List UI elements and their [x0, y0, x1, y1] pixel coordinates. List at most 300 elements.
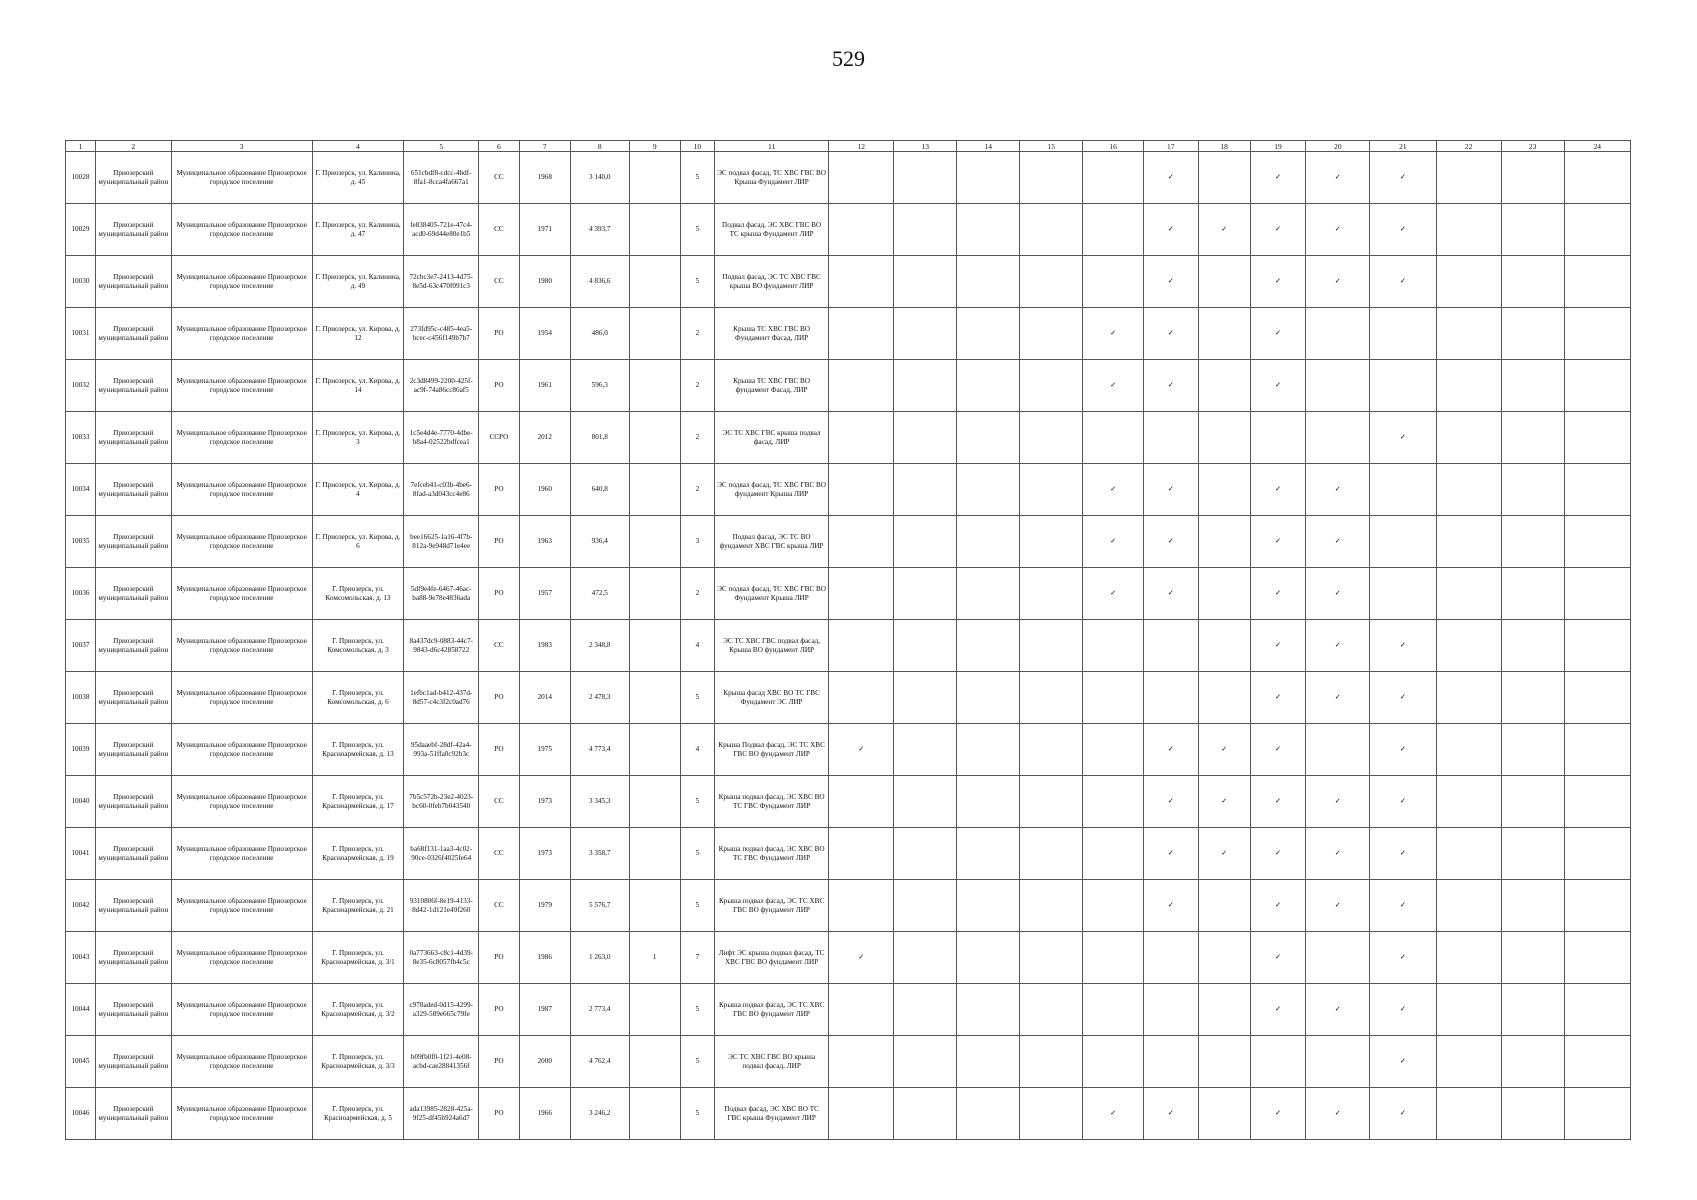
check-mark-icon: ✓: [1306, 1088, 1370, 1140]
housing-registry-table: [65, 140, 1631, 1140]
year-cell: 1961: [519, 360, 570, 412]
empty-cell: [1370, 360, 1436, 412]
wall-material-cell: СС: [479, 152, 520, 204]
year-cell: 2000: [519, 1036, 570, 1088]
check-mark-icon: ✓: [1306, 984, 1370, 1036]
wall-material-cell: СС: [479, 204, 520, 256]
municipality-cell: Муниципальное образование Приозерское городское поселение: [171, 412, 312, 464]
district-cell: Приозерский муниципальный район: [95, 568, 171, 620]
empty-cell: [1144, 932, 1198, 984]
empty-cell: [1198, 360, 1250, 412]
check-mark-icon: ✓: [1306, 256, 1370, 308]
check-mark-icon: ✓: [1144, 828, 1198, 880]
area-cell: 3 358,7: [570, 828, 629, 880]
municipality-cell: Муниципальное образование Приозерское городское поселение: [171, 724, 312, 776]
empty-cell: [829, 984, 894, 1036]
works-cell: Подвал фасад, ЭС ХВС ГВС ВО ТС крыша Фундамент ЛИР: [714, 204, 828, 256]
area-cell: 4 393,7: [570, 204, 629, 256]
check-mark-icon: ✓: [1250, 984, 1306, 1036]
column-number: 17: [1144, 141, 1198, 152]
floors-cell: 2: [680, 360, 714, 412]
check-mark-icon: ✓: [1144, 880, 1198, 932]
table-row: [66, 984, 1631, 1036]
empty-cell: [1564, 724, 1630, 776]
empty-cell: [1020, 880, 1083, 932]
page-number: 529: [832, 46, 865, 71]
works-cell: ЭС ТС ХВС ГВС ВО крыша подвал фасад, ЛИР: [714, 1036, 828, 1088]
empty-cell: [957, 1036, 1020, 1088]
check-mark-icon: ✓: [1250, 776, 1306, 828]
row-id: 10031: [66, 308, 96, 360]
empty-cell: [1083, 1036, 1144, 1088]
guid-cell: 7b5c572b-23e2-4023-bc60-0feb7b043540: [404, 776, 479, 828]
lift-count-cell: [629, 152, 680, 204]
table-row: [66, 204, 1631, 256]
works-cell: ЭС подвал фасад, ТС ХВС ГВС ВО Фундамент Крыша ЛИР: [714, 568, 828, 620]
guid-cell: ba68f131-1aa3-4c02-90ce-0326f4025fe64: [404, 828, 479, 880]
wall-material-cell: РО: [479, 464, 520, 516]
column-number: 5: [404, 141, 479, 152]
empty-cell: [1198, 620, 1250, 672]
floors-cell: 5: [680, 1088, 714, 1140]
guid-cell: 95daaebf-28df-42a4-993a-51ffa0c92b3c: [404, 724, 479, 776]
empty-cell: [957, 776, 1020, 828]
empty-cell: [1250, 412, 1306, 464]
floors-cell: 5: [680, 984, 714, 1036]
row-id: 10045: [66, 1036, 96, 1088]
empty-cell: [1198, 308, 1250, 360]
row-id: 10044: [66, 984, 96, 1036]
address-cell: Г. Приозерск, ул. Кирова, д. 4: [312, 464, 404, 516]
area-cell: 3 140,0: [570, 152, 629, 204]
column-number: 13: [894, 141, 957, 152]
check-mark-icon: ✓: [1306, 568, 1370, 620]
empty-cell: [1020, 412, 1083, 464]
guid-cell: 1efbc1ad-b412-437d-8d57-c4c3f2c0ad76: [404, 672, 479, 724]
column-number: 20: [1306, 141, 1370, 152]
check-mark-icon: ✓: [1250, 828, 1306, 880]
empty-cell: [1564, 1036, 1630, 1088]
lift-count-cell: [629, 256, 680, 308]
check-mark-icon: ✓: [1083, 308, 1144, 360]
floors-cell: 5: [680, 204, 714, 256]
check-mark-icon: ✓: [1370, 412, 1436, 464]
empty-cell: [894, 360, 957, 412]
check-mark-icon: ✓: [1198, 204, 1250, 256]
empty-cell: [894, 932, 957, 984]
area-cell: 486,0: [570, 308, 629, 360]
municipality-cell: Муниципальное образование Приозерское городское поселение: [171, 1088, 312, 1140]
lift-count-cell: [629, 308, 680, 360]
works-cell: Крыша фасад ХВС ВО ТС ГВС Фундамент ЭС ЛИР: [714, 672, 828, 724]
empty-cell: [1501, 204, 1564, 256]
year-cell: 2014: [519, 672, 570, 724]
empty-cell: [1501, 516, 1564, 568]
lift-count-cell: [629, 880, 680, 932]
year-cell: 1975: [519, 724, 570, 776]
year-cell: 1973: [519, 776, 570, 828]
guid-cell: bee16625-1a16-4f7b-812a-9e948d71e4ee: [404, 516, 479, 568]
empty-cell: [1564, 152, 1630, 204]
row-id: 10028: [66, 152, 96, 204]
wall-material-cell: РО: [479, 1036, 520, 1088]
row-id: 10032: [66, 360, 96, 412]
check-mark-icon: ✓: [1306, 152, 1370, 204]
row-id: 10039: [66, 724, 96, 776]
wall-material-cell: СС: [479, 256, 520, 308]
check-mark-icon: ✓: [1250, 620, 1306, 672]
address-cell: Г. Приозерск, ул. Красноармейская, д. 5: [312, 1088, 404, 1140]
year-cell: 1979: [519, 880, 570, 932]
empty-cell: [1144, 672, 1198, 724]
area-cell: 801,8: [570, 412, 629, 464]
empty-cell: [829, 308, 894, 360]
empty-cell: [894, 1036, 957, 1088]
lift-count-cell: [629, 412, 680, 464]
district-cell: Приозерский муниципальный район: [95, 984, 171, 1036]
empty-cell: [1436, 308, 1501, 360]
table-row: [66, 568, 1631, 620]
row-id: 10035: [66, 516, 96, 568]
empty-cell: [1083, 152, 1144, 204]
empty-cell: [1370, 464, 1436, 516]
lift-count-cell: [629, 828, 680, 880]
empty-cell: [1436, 724, 1501, 776]
empty-cell: [1144, 412, 1198, 464]
empty-cell: [1198, 1088, 1250, 1140]
empty-cell: [829, 880, 894, 932]
wall-material-cell: РО: [479, 724, 520, 776]
empty-cell: [1020, 1036, 1083, 1088]
lift-count-cell: [629, 360, 680, 412]
table-row: [66, 776, 1631, 828]
empty-cell: [829, 672, 894, 724]
empty-cell: [1501, 1036, 1564, 1088]
guid-cell: 651cbdf8-cdcc-4bdf-8fa1-8cca4fa667a1: [404, 152, 479, 204]
floors-cell: 5: [680, 672, 714, 724]
area-cell: 2 348,8: [570, 620, 629, 672]
table-row: [66, 256, 1631, 308]
empty-cell: [1144, 1036, 1198, 1088]
address-cell: Г. Приозерск, ул. Красноармейская, д. 19: [312, 828, 404, 880]
municipality-cell: Муниципальное образование Приозерское городское поселение: [171, 620, 312, 672]
column-number: 21: [1370, 141, 1436, 152]
empty-cell: [1564, 880, 1630, 932]
empty-cell: [1436, 984, 1501, 1036]
table-row: [66, 308, 1631, 360]
empty-cell: [1564, 932, 1630, 984]
check-mark-icon: ✓: [1306, 204, 1370, 256]
empty-cell: [1020, 620, 1083, 672]
empty-cell: [1501, 412, 1564, 464]
lift-count-cell: [629, 1088, 680, 1140]
column-number: 8: [570, 141, 629, 152]
empty-cell: [1144, 984, 1198, 1036]
check-mark-icon: ✓: [1198, 828, 1250, 880]
empty-cell: [957, 1088, 1020, 1140]
empty-cell: [1306, 412, 1370, 464]
municipality-cell: Муниципальное образование Приозерское городское поселение: [171, 984, 312, 1036]
district-cell: Приозерский муниципальный район: [95, 464, 171, 516]
address-cell: Г. Приозерск, ул. Красноармейская, д. 17: [312, 776, 404, 828]
empty-cell: [894, 568, 957, 620]
check-mark-icon: ✓: [1250, 880, 1306, 932]
address-cell: Г. Приозерск, ул. Калинина, д. 47: [312, 204, 404, 256]
municipality-cell: Муниципальное образование Приозерское городское поселение: [171, 308, 312, 360]
table-row: [66, 464, 1631, 516]
column-number: 3: [171, 141, 312, 152]
municipality-cell: Муниципальное образование Приозерское городское поселение: [171, 516, 312, 568]
check-mark-icon: ✓: [1144, 360, 1198, 412]
row-id: 10042: [66, 880, 96, 932]
wall-material-cell: РО: [479, 672, 520, 724]
address-cell: Г. Приозерск, ул. Комсомольская, д. 3: [312, 620, 404, 672]
empty-cell: [829, 412, 894, 464]
area-cell: 4 773,4: [570, 724, 629, 776]
table-row: [66, 360, 1631, 412]
empty-cell: [1436, 1088, 1501, 1140]
empty-cell: [1564, 516, 1630, 568]
empty-cell: [957, 932, 1020, 984]
empty-cell: [957, 256, 1020, 308]
year-cell: 1983: [519, 620, 570, 672]
empty-cell: [1564, 828, 1630, 880]
empty-cell: [1501, 152, 1564, 204]
municipality-cell: Муниципальное образование Приозерское городское поселение: [171, 204, 312, 256]
check-mark-icon: ✓: [1250, 1088, 1306, 1140]
check-mark-icon: ✓: [1370, 776, 1436, 828]
area-cell: 2 478,3: [570, 672, 629, 724]
row-id: 10037: [66, 620, 96, 672]
empty-cell: [1198, 880, 1250, 932]
empty-cell: [1083, 880, 1144, 932]
municipality-cell: Муниципальное образование Приозерское городское поселение: [171, 152, 312, 204]
empty-cell: [894, 152, 957, 204]
empty-cell: [1501, 620, 1564, 672]
empty-cell: [957, 152, 1020, 204]
address-cell: Г. Приозерск, ул. Калинина, д. 49: [312, 256, 404, 308]
check-mark-icon: ✓: [1306, 464, 1370, 516]
wall-material-cell: РО: [479, 516, 520, 568]
empty-cell: [1198, 1036, 1250, 1088]
empty-cell: [1436, 360, 1501, 412]
district-cell: Приозерский муниципальный район: [95, 256, 171, 308]
empty-cell: [894, 672, 957, 724]
check-mark-icon: ✓: [1250, 464, 1306, 516]
lift-count-cell: [629, 464, 680, 516]
empty-cell: [1198, 932, 1250, 984]
empty-cell: [1564, 984, 1630, 1036]
municipality-cell: Муниципальное образование Приозерское городское поселение: [171, 776, 312, 828]
check-mark-icon: ✓: [1083, 360, 1144, 412]
address-cell: Г. Приозерск, ул. Кирова, д. 12: [312, 308, 404, 360]
empty-cell: [1198, 984, 1250, 1036]
empty-cell: [829, 620, 894, 672]
wall-material-cell: СС: [479, 828, 520, 880]
address-cell: Г. Приозерск, ул. Кирова, д. 14: [312, 360, 404, 412]
address-cell: Г. Приозерск, ул. Кирова, д. 6: [312, 516, 404, 568]
empty-cell: [1198, 464, 1250, 516]
check-mark-icon: ✓: [1370, 1036, 1436, 1088]
empty-cell: [1436, 204, 1501, 256]
empty-cell: [1198, 256, 1250, 308]
empty-cell: [1020, 516, 1083, 568]
empty-cell: [1020, 360, 1083, 412]
empty-cell: [1564, 308, 1630, 360]
empty-cell: [894, 880, 957, 932]
empty-cell: [1564, 412, 1630, 464]
empty-cell: [829, 360, 894, 412]
column-number: 4: [312, 141, 404, 152]
column-number: 23: [1501, 141, 1564, 152]
column-number: 6: [479, 141, 520, 152]
empty-cell: [829, 464, 894, 516]
empty-cell: [829, 204, 894, 256]
guid-cell: 72cbc3e7-2413-4d75-8e5d-63c470f091c3: [404, 256, 479, 308]
row-id: 10041: [66, 828, 96, 880]
table-row: [66, 932, 1631, 984]
check-mark-icon: ✓: [1250, 724, 1306, 776]
empty-cell: [1020, 256, 1083, 308]
year-cell: 1963: [519, 516, 570, 568]
guid-cell: c978aded-0d15-4299-a329-589e665c79fe: [404, 984, 479, 1036]
empty-cell: [1020, 828, 1083, 880]
column-number: 11: [714, 141, 828, 152]
empty-cell: [1020, 776, 1083, 828]
table-row: [66, 724, 1631, 776]
floors-cell: 3: [680, 516, 714, 568]
empty-cell: [957, 724, 1020, 776]
year-cell: 1980: [519, 256, 570, 308]
row-id: 10040: [66, 776, 96, 828]
table-row: [66, 1088, 1631, 1140]
empty-cell: [1198, 672, 1250, 724]
column-number: 16: [1083, 141, 1144, 152]
empty-cell: [894, 828, 957, 880]
year-cell: 1954: [519, 308, 570, 360]
check-mark-icon: ✓: [1144, 308, 1198, 360]
empty-cell: [1020, 152, 1083, 204]
table-row: [66, 1036, 1631, 1088]
empty-cell: [1436, 516, 1501, 568]
table-row: [66, 152, 1631, 204]
empty-cell: [829, 256, 894, 308]
guid-cell: 0a773663-c8c1-4d39-8e35-6c8057fb4c5c: [404, 932, 479, 984]
table-row: [66, 516, 1631, 568]
district-cell: Приозерский муниципальный район: [95, 776, 171, 828]
year-cell: 1968: [519, 152, 570, 204]
empty-cell: [1250, 1036, 1306, 1088]
empty-cell: [1198, 568, 1250, 620]
check-mark-icon: ✓: [1083, 516, 1144, 568]
floors-cell: 5: [680, 828, 714, 880]
district-cell: Приозерский муниципальный район: [95, 204, 171, 256]
empty-cell: [1564, 620, 1630, 672]
lift-count-cell: [629, 1036, 680, 1088]
lift-count-cell: 1: [629, 932, 680, 984]
column-number: 24: [1564, 141, 1630, 152]
empty-cell: [829, 516, 894, 568]
works-cell: Подвал фасад, ЭС ХВС ВО ТС ГВС крыша Фундамент ЛИР: [714, 1088, 828, 1140]
year-cell: 1966: [519, 1088, 570, 1140]
check-mark-icon: ✓: [1250, 308, 1306, 360]
empty-cell: [1436, 672, 1501, 724]
empty-cell: [1020, 672, 1083, 724]
empty-cell: [957, 672, 1020, 724]
works-cell: ЭС ТС ХВС ГВС крыша подвал фасад, ЛИР: [714, 412, 828, 464]
check-mark-icon: ✓: [1250, 672, 1306, 724]
empty-cell: [1083, 828, 1144, 880]
empty-cell: [1020, 464, 1083, 516]
year-cell: 1987: [519, 984, 570, 1036]
year-cell: 1986: [519, 932, 570, 984]
area-cell: 640,8: [570, 464, 629, 516]
empty-cell: [1306, 1036, 1370, 1088]
works-cell: Крыша подвал фасад, ЭС ТС ХВС ГВС ВО фундамент ЛИР: [714, 880, 828, 932]
empty-cell: [829, 568, 894, 620]
empty-cell: [1020, 724, 1083, 776]
wall-material-cell: РО: [479, 568, 520, 620]
empty-cell: [1501, 724, 1564, 776]
works-cell: Крыша подвал фасад, ЭС ТС ХВС ГВС ВО фундамент ЛИР: [714, 984, 828, 1036]
empty-cell: [1198, 516, 1250, 568]
year-cell: 2012: [519, 412, 570, 464]
check-mark-icon: ✓: [1250, 256, 1306, 308]
empty-cell: [1436, 932, 1501, 984]
lift-count-cell: [629, 516, 680, 568]
empty-cell: [894, 412, 957, 464]
check-mark-icon: ✓: [1083, 568, 1144, 620]
check-mark-icon: ✓: [1250, 932, 1306, 984]
check-mark-icon: ✓: [1198, 776, 1250, 828]
floors-cell: 2: [680, 464, 714, 516]
empty-cell: [894, 204, 957, 256]
district-cell: Приозерский муниципальный район: [95, 880, 171, 932]
works-cell: Подвал фасад, ЭС ТС ВО фундамент ХВС ГВС крыша ЛИР: [714, 516, 828, 568]
floors-cell: 5: [680, 1036, 714, 1088]
guid-cell: 273fd95c-c485-4ea5-bcec-c456f149b7b7: [404, 308, 479, 360]
check-mark-icon: ✓: [829, 932, 894, 984]
lift-count-cell: [629, 776, 680, 828]
empty-cell: [829, 1036, 894, 1088]
row-id: 10029: [66, 204, 96, 256]
empty-cell: [1501, 776, 1564, 828]
address-cell: Г. Приозерск, ул. Комсомольская, д. 6: [312, 672, 404, 724]
floors-cell: 2: [680, 308, 714, 360]
floors-cell: 2: [680, 568, 714, 620]
row-id: 10036: [66, 568, 96, 620]
address-cell: Г. Приозерск, ул. Красноармейская, д. 3/1: [312, 932, 404, 984]
check-mark-icon: ✓: [1250, 360, 1306, 412]
check-mark-icon: ✓: [1144, 464, 1198, 516]
empty-cell: [894, 620, 957, 672]
wall-material-cell: РО: [479, 984, 520, 1036]
empty-cell: [1501, 308, 1564, 360]
empty-cell: [957, 568, 1020, 620]
empty-cell: [1501, 672, 1564, 724]
check-mark-icon: ✓: [1306, 828, 1370, 880]
check-mark-icon: ✓: [1250, 204, 1306, 256]
empty-cell: [1436, 776, 1501, 828]
empty-cell: [957, 828, 1020, 880]
empty-cell: [1501, 1088, 1564, 1140]
address-cell: Г. Приозерск, ул. Красноармейская, д. 13: [312, 724, 404, 776]
check-mark-icon: ✓: [829, 724, 894, 776]
table-row: [66, 880, 1631, 932]
empty-cell: [1306, 360, 1370, 412]
wall-material-cell: РО: [479, 360, 520, 412]
works-cell: Крыша подвал фасад, ЭС ХВС ВО ТС ГВС Фундамент ЛИР: [714, 776, 828, 828]
